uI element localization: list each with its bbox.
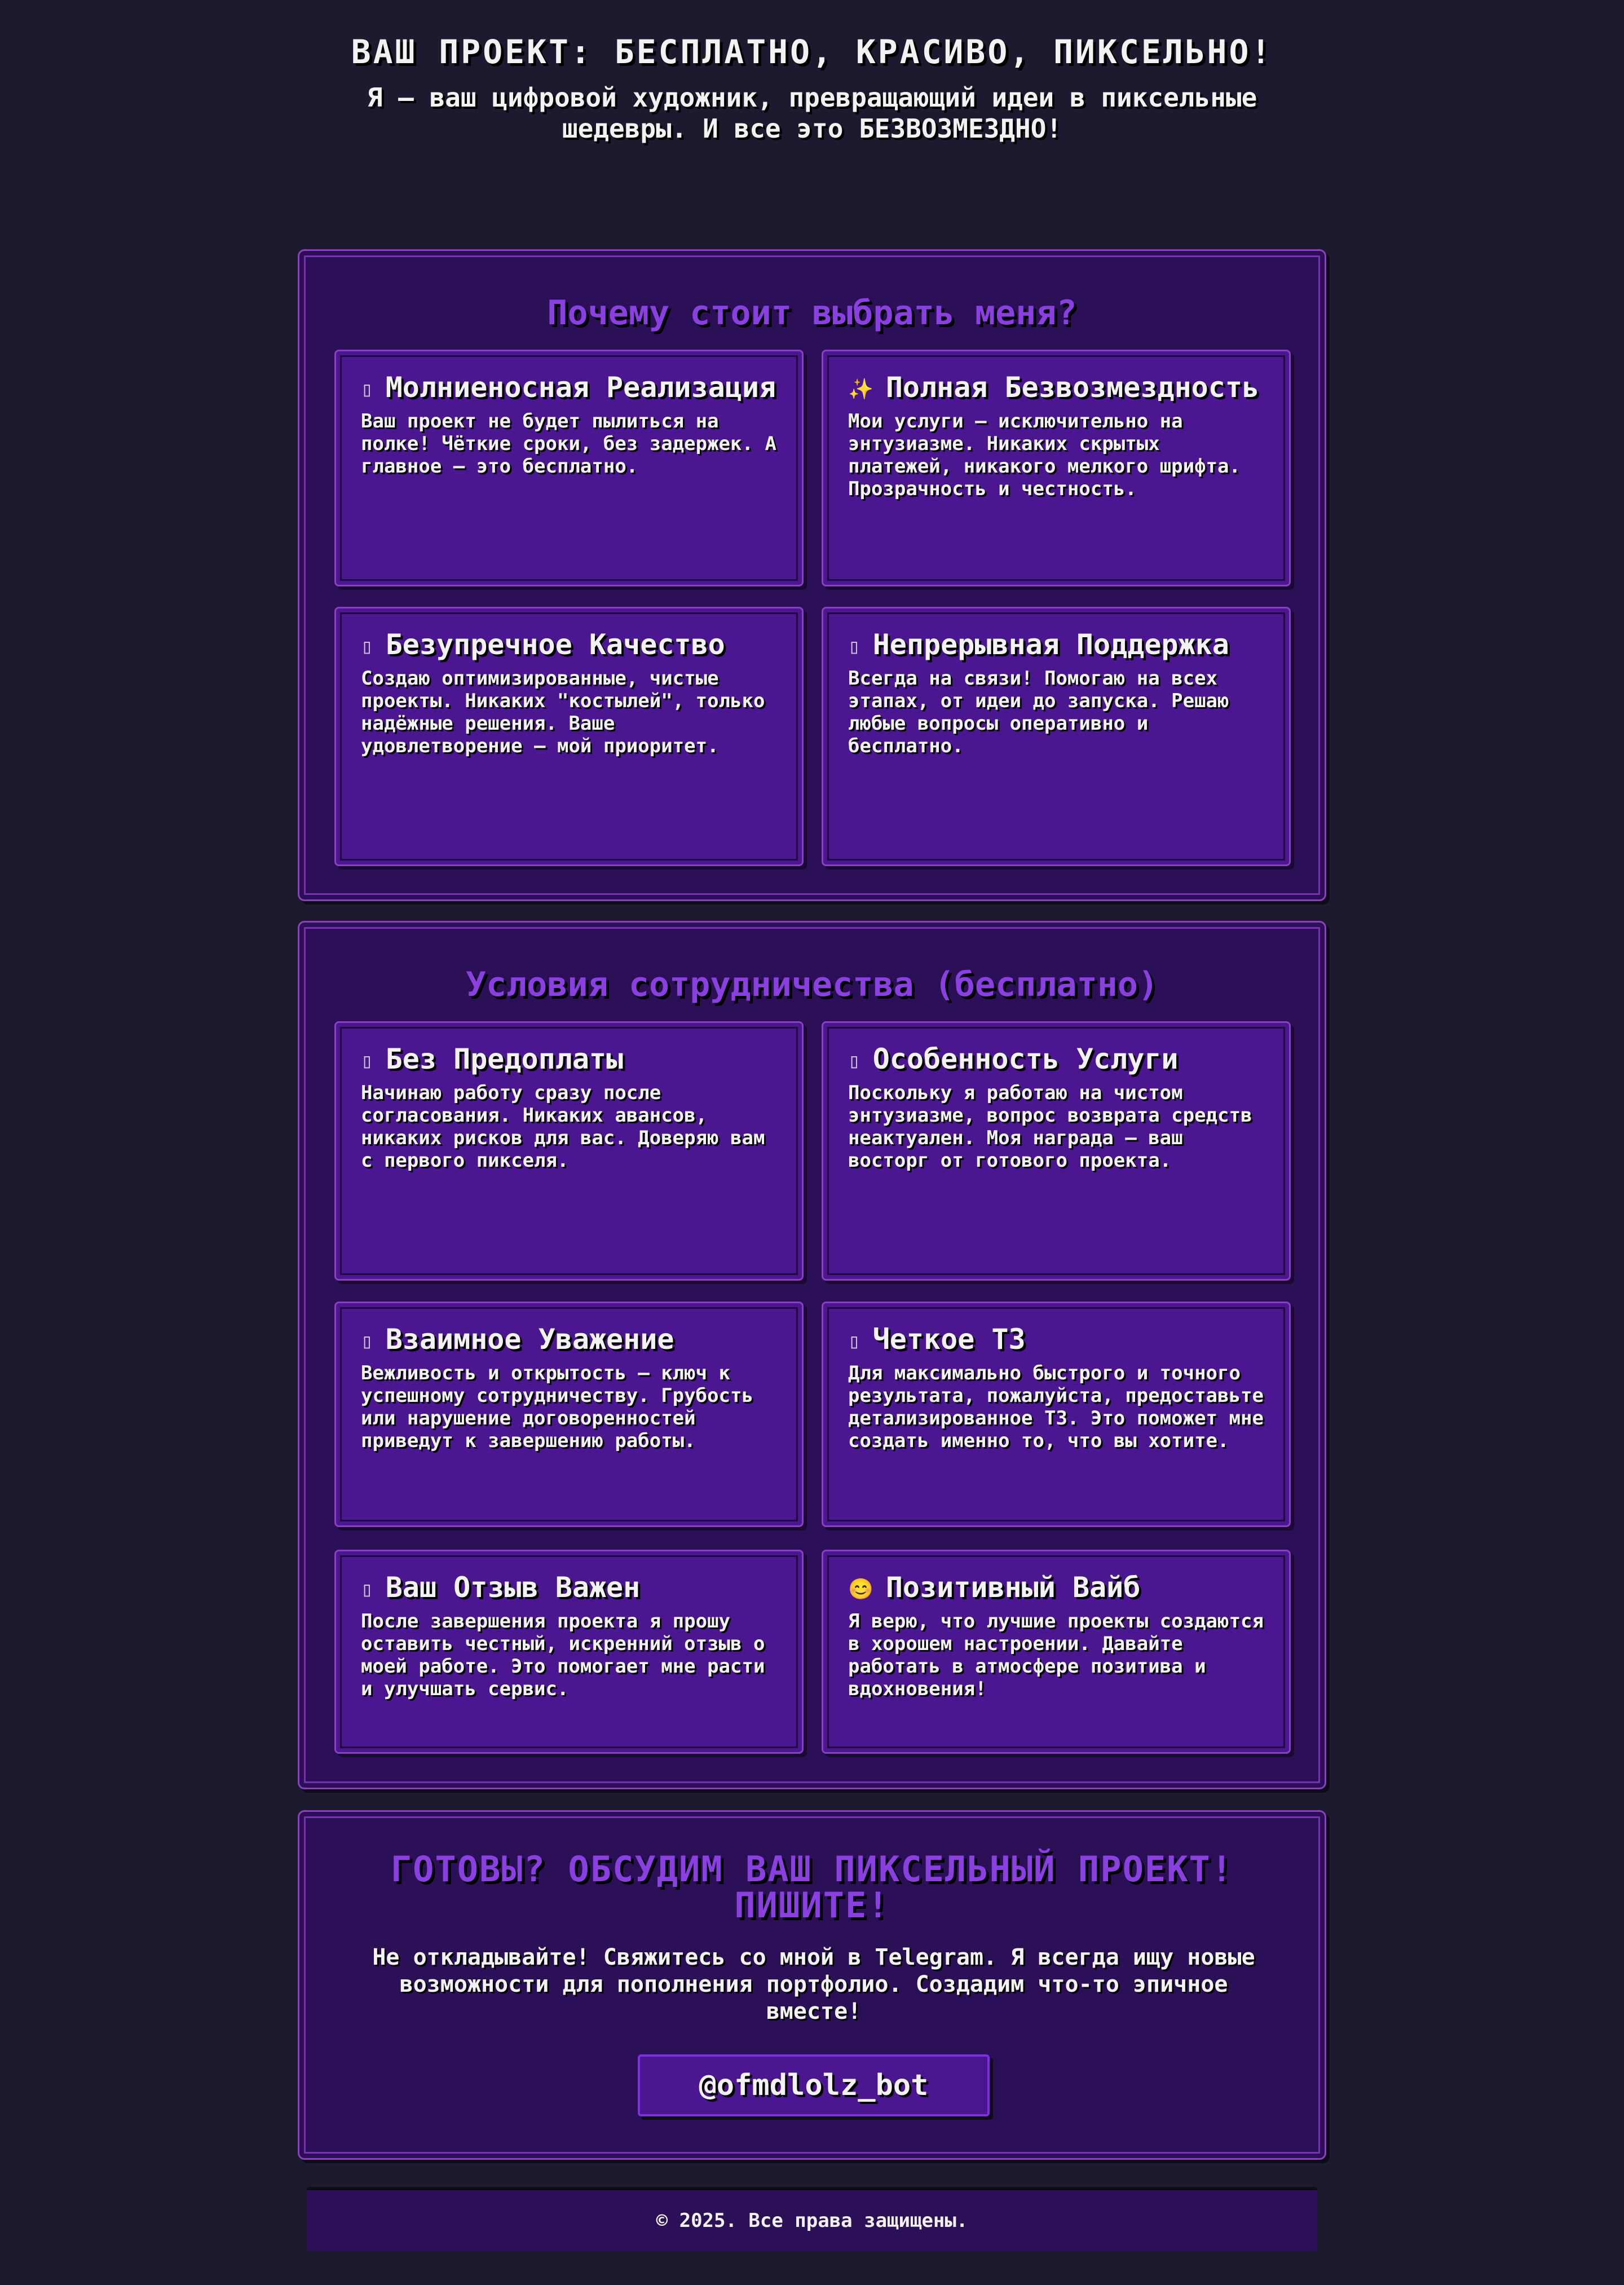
why-section bbox=[298, 249, 1326, 901]
card-text: Ваш проект не будет пылиться на полке! Чёткие сроки, без задержек. А главное — это бесплатно. bbox=[361, 409, 776, 478]
card-text: Поскольку я работаю на чистом энтузиазме, вопрос возврата средств неактуален. Моя награда — ваш восторг от готового проекта. bbox=[848, 1081, 1252, 1172]
card-text: Начинаю работу сразу после согласования. Никаких авансов, никаких рисков для вас. Доверяю вам с первого пикселя. bbox=[361, 1081, 765, 1172]
hero-subtitle: Я — ваш цифровой художник, превращающий идеи в пиксельные шедевры. И все это БЕЗВОЗМЕЗДНО! bbox=[367, 82, 1257, 144]
cta-title: ГОТОВЫ? ОБСУДИМ ВАШ ПИКСЕЛЬНЫЙ ПРОЕКТ! ПИШИТЕ! bbox=[390, 1849, 1234, 1926]
feature-card bbox=[822, 607, 1291, 866]
term-card bbox=[822, 1302, 1291, 1527]
terms-section bbox=[298, 921, 1326, 1789]
card-text: Вежливость и открытость — ключ к успешному сотрудничеству. Грубость или нарушение договоренностей приведут к завершению работы. bbox=[361, 1361, 753, 1452]
card-title: Безупречное Качество bbox=[385, 628, 725, 661]
card-text: Для максимально быстрого и точного результата, пожалуйста, предоставьте детализированное ТЗ. Это поможет мне создать именно то, что вы хотите. bbox=[848, 1361, 1264, 1452]
term-card bbox=[334, 1021, 804, 1281]
why-title: Почему стоит выбрать меня? bbox=[547, 293, 1077, 333]
smile-icon: 😊 bbox=[848, 1577, 873, 1601]
feature-card bbox=[334, 350, 804, 586]
feature-card bbox=[334, 607, 804, 866]
card-title: Полная Безвозмездность bbox=[885, 371, 1260, 404]
card-title: Особенность Услуги bbox=[872, 1043, 1179, 1075]
info-icon: ▯ bbox=[848, 1049, 860, 1073]
card-title: Четкое ТЗ bbox=[872, 1323, 1026, 1356]
support-icon: ▯ bbox=[848, 634, 860, 658]
term-card bbox=[822, 1021, 1291, 1281]
handshake-icon: ▯ bbox=[361, 1049, 373, 1073]
card-title: Ваш Отзыв Важен bbox=[385, 1571, 641, 1604]
term-card bbox=[822, 1550, 1291, 1754]
footer: © 2025. Все права защищены. bbox=[307, 2187, 1317, 2251]
card-title: Позитивный Вайб bbox=[885, 1571, 1141, 1604]
telegram-button[interactable]: @ofmdlolz_bot bbox=[638, 2054, 990, 2116]
card-title: Взаимное Уважение bbox=[385, 1323, 674, 1356]
cta-text: Не откладывайте! Свяжитесь со мной в Telegram. Я всегда ищу новые возможности для пополнения портфолио. Создадим что-то эпичное вместе! bbox=[372, 1944, 1255, 2024]
card-title: Непрерывная Поддержка bbox=[872, 628, 1229, 661]
cta-section bbox=[298, 1810, 1326, 2160]
gem-icon: ▯ bbox=[361, 634, 373, 658]
card-title: Без Предоплаты bbox=[385, 1043, 624, 1075]
term-card bbox=[334, 1550, 804, 1754]
respect-icon: ▯ bbox=[361, 1329, 373, 1353]
card-text: Мои услуги — исключительно на энтузиазме. Никаких скрытых платежей, никакого мелкого шрифта. Прозрачность и честность. bbox=[848, 409, 1241, 500]
terms-title: Условия сотрудничества (бесплатно) bbox=[465, 965, 1159, 1004]
document-icon: ▯ bbox=[848, 1329, 860, 1353]
hero-title: ВАШ ПРОЕКТ: БЕСПЛАТНО, КРАСИВО, ПИКСЕЛЬНО! bbox=[351, 33, 1273, 71]
feature-card bbox=[822, 350, 1291, 586]
feedback-icon: ▯ bbox=[361, 1577, 373, 1601]
card-text: После завершения проекта я прошу оставить честный, искренний отзыв о моей работе. Это помогает мне расти и улучшать сервис. bbox=[361, 1609, 765, 1700]
lightning-icon: ▯ bbox=[361, 377, 373, 401]
card-title: Молниеносная Реализация bbox=[385, 371, 776, 404]
card-text: Я верю, что лучшие проекты создаются в хорошем настроении. Давайте работать в атмосфере позитива и вдохновения! bbox=[848, 1609, 1264, 1700]
sparkles-icon: ✨ bbox=[848, 377, 873, 401]
card-text: Всегда на связи! Помогаю на всех этапах, от идеи до запуска. Решаю любые вопросы оперативно и бесплатно. bbox=[848, 667, 1229, 757]
page bbox=[298, 0, 1326, 2232]
term-card bbox=[334, 1302, 804, 1527]
card-text: Создаю оптимизированные, чистые проекты. Никаких "костылей", только надёжные решения. Ваше удовлетворение — мой приоритет. bbox=[361, 667, 765, 757]
